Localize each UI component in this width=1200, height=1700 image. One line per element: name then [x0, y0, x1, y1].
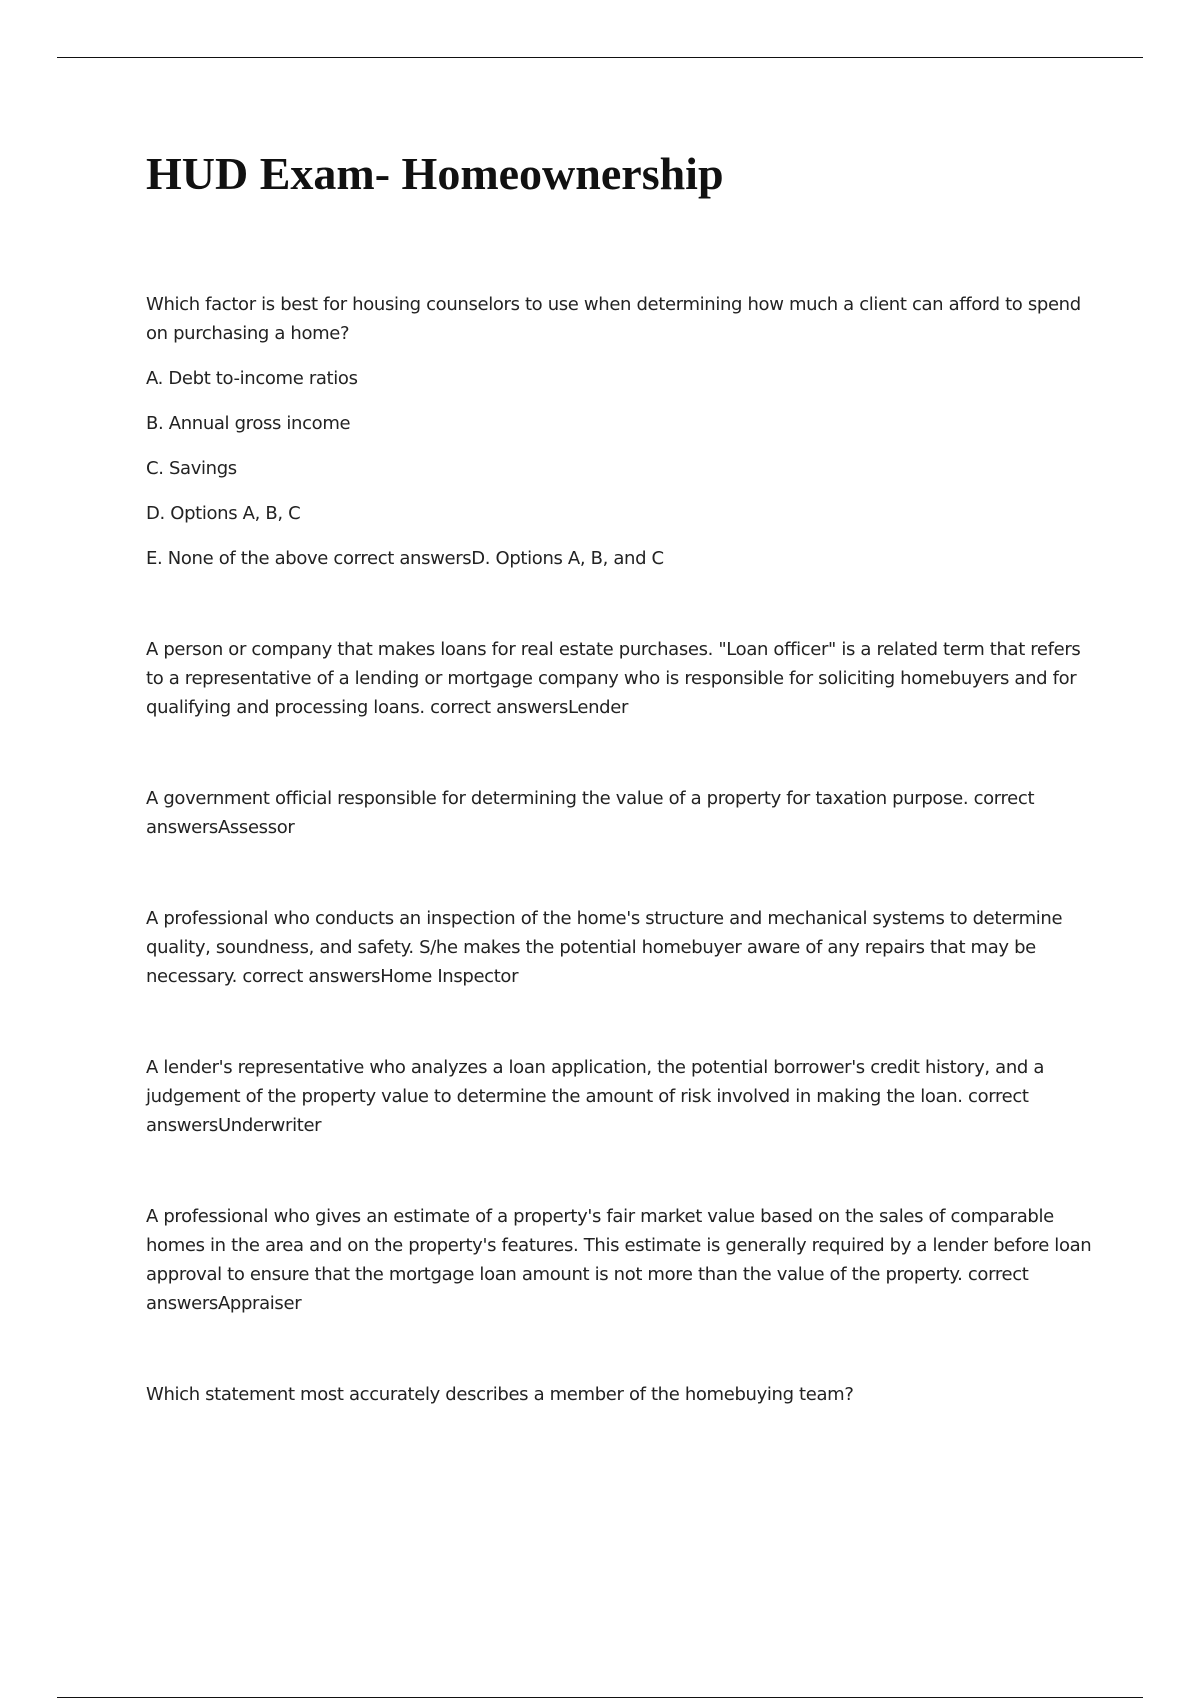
question-text: Which factor is best for housing counselors to use when determining how much a client can afford to spend on purchasing a home? [146, 294, 1081, 344]
answer-option-e: E. None of the above correct answersD. Options A, B, and C [146, 548, 664, 569]
entry-home-inspector: A professional who conducts an inspection of the home's structure and mechanical systems to determine quality, soundness, and safety. S/he makes the potential homebuyer aware of any repairs that may be necessary. correct answersHome Inspector [146, 908, 1063, 987]
page-title: HUD Exam- Homeownership [146, 148, 724, 199]
top-rule [57, 57, 1143, 58]
answer-option-c: C. Savings [146, 458, 237, 479]
entry-lender: A person or company that makes loans for real estate purchases. "Loan officer" is a related term that refers to a representative of a lending or mortgage company who is responsible for soliciting homebuyers and for qualifying and processing loans. correct answersLender [146, 639, 1081, 718]
entry-homebuying-team-question: Which statement most accurately describes a member of the homebuying team? [146, 1384, 854, 1405]
answer-option-a: A. Debt to-income ratios [146, 368, 358, 389]
entry-underwriter: A lender's representative who analyzes a loan application, the potential borrower's credit history, and a judgement of the property value to determine the amount of risk involved in making the loan. correct answersUnderwriter [146, 1057, 1045, 1136]
answer-option-b: B. Annual gross income [146, 413, 351, 434]
answer-option-d: D. Options A, B, C [146, 503, 301, 524]
bottom-rule [57, 1697, 1143, 1698]
document-body [146, 140, 1096, 1409]
entry-appraiser: A professional who gives an estimate of a property's fair market value based on the sales of comparable homes in the area and on the property's features. This estimate is generally required by a lender before loan approval to ensure that the mortgage loan amount is not more than the value of the property. correct answersAppraiser [146, 1206, 1092, 1314]
entry-assessor: A government official responsible for determining the value of a property for taxation purpose. correct answersAssessor [146, 788, 1035, 838]
